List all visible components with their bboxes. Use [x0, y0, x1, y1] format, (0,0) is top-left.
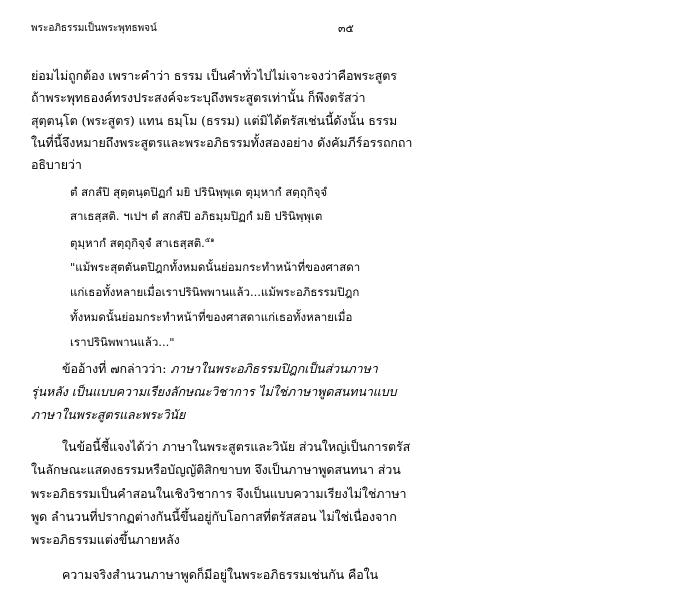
pali-quote-line-2: สาเธสฺสติ. ฯเปฯ ตํ สกลํปิ อภิธมฺมปิฏกํ มยิ ปรินิพฺพุเต	[70, 209, 323, 223]
claim-lead: ข้ออ้างที่ ๗กล่าวว่า:	[62, 361, 171, 376]
paragraph-3-line-3: พระอภิธรรมเป็นคำสอนในเชิงวิชาการ จึงเป็นแบบความเรียงไม่ใช่ภาษา	[31, 486, 407, 501]
paragraph-3-line-1: ในข้อนี้ชี้แจงได้ว่า ภาษาในพระสูตรและวินัย ส่วนใหญ่เป็นการตรัส	[62, 439, 411, 454]
paragraph-3-line-2: ในลักษณะแสดงธรรมหรือบัญญัติสิกขาบท จึงเป็นภาษาพูดสนทนา ส่วน	[31, 462, 401, 477]
paragraph-1-line-4: ในที่นี้จึงหมายถึงพระสูตรและพระอภิธรรมทั้งสองอย่าง ดังคัมภีร์อรรถกถา	[31, 135, 413, 150]
claim-text-italic: ภาษาในพระอภิธรรมปิฎกเป็นส่วนภาษา	[170, 361, 378, 376]
pali-quote-line-3	[70, 231, 215, 252]
paragraph-2-line-2: รุ่นหลัง เป็นแบบความเรียงลักษณะวิชาการ ไม่ใช่ภาษาพูดสนทนาแบบ	[31, 384, 397, 399]
paragraph-3-line-4: พูด ลำนวนที่ปรากฏต่างกันนี้ขึ้นอยู่กับโอกาสที่ตรัสสอน ไม่ใช่เนื่องจาก	[31, 509, 397, 524]
page-number: ๓๕	[338, 22, 354, 35]
paragraph-1-line-2: ถ้าพระพุทธองค์ทรงประสงค์จะระบุถึงพระสูตรเท่านั้น ก็พึงตรัสว่า	[31, 90, 366, 105]
translation-line-4: เราปรินิพพานแล้ว..."	[70, 335, 175, 349]
translation-line-1: "แม้พระสุตตันตปิฎกทั้งหมดนั้นย่อมกระทำหน้าที่ของศาสดา	[70, 260, 361, 274]
paragraph-3-line-5: พระอภิธรรมแต่งขึ้นภายหลัง	[31, 532, 180, 547]
pali-quote-text: ตุมฺหากํ สตฺถุกิจฺจํ สาเธสฺสติ.	[70, 235, 205, 250]
running-header: พระอภิธรรมเป็นพระพุทธพจน์	[31, 23, 157, 34]
paragraph-4-line-1: ความจริงสำนวนภาษาพูดก็มีอยู่ในพระอภิธรรมเช่นกัน คือใน	[62, 567, 379, 582]
pali-quote-line-1: ตํ สกลํปิ สุตฺตนฺตปิฏกํ มยิ ปรินิพฺพุเต ตุมฺหากํ สตฺถุกิจฺจํ	[70, 185, 328, 199]
paragraph-1-line-3: สุตฺตนฺโต (พระสูตร) แทน ธมฺโม (ธรรม) แต่มิได้ตรัสเช่นนี้ดังนั้น ธรรม	[31, 113, 398, 128]
paragraph-2-line-3: ภาษาในพระสูตรและพระวินัย	[31, 407, 186, 422]
paragraph-1-line-5: อธิบายว่า	[31, 157, 82, 172]
paragraph-2-line-1	[62, 360, 378, 378]
translation-line-3: ทั้งหมดนั้นย่อมกระทำหน้าที่ของศาสดาแก่เธอทั้งหลายเมื่อ	[70, 310, 353, 324]
translation-line-2: แก่เธอทั้งหลายเมื่อเราปรินิพพานแล้ว...แม้พระอภิธรรมปิฎก	[70, 285, 360, 299]
footnote-mark: ๕๑	[204, 236, 215, 244]
paragraph-1-line-1: ย่อมไม่ถูกต้อง เพราะคำว่า ธรรม เป็นคำทั่วไปไม่เจาะจงว่าคือพระสูตร	[31, 68, 397, 83]
